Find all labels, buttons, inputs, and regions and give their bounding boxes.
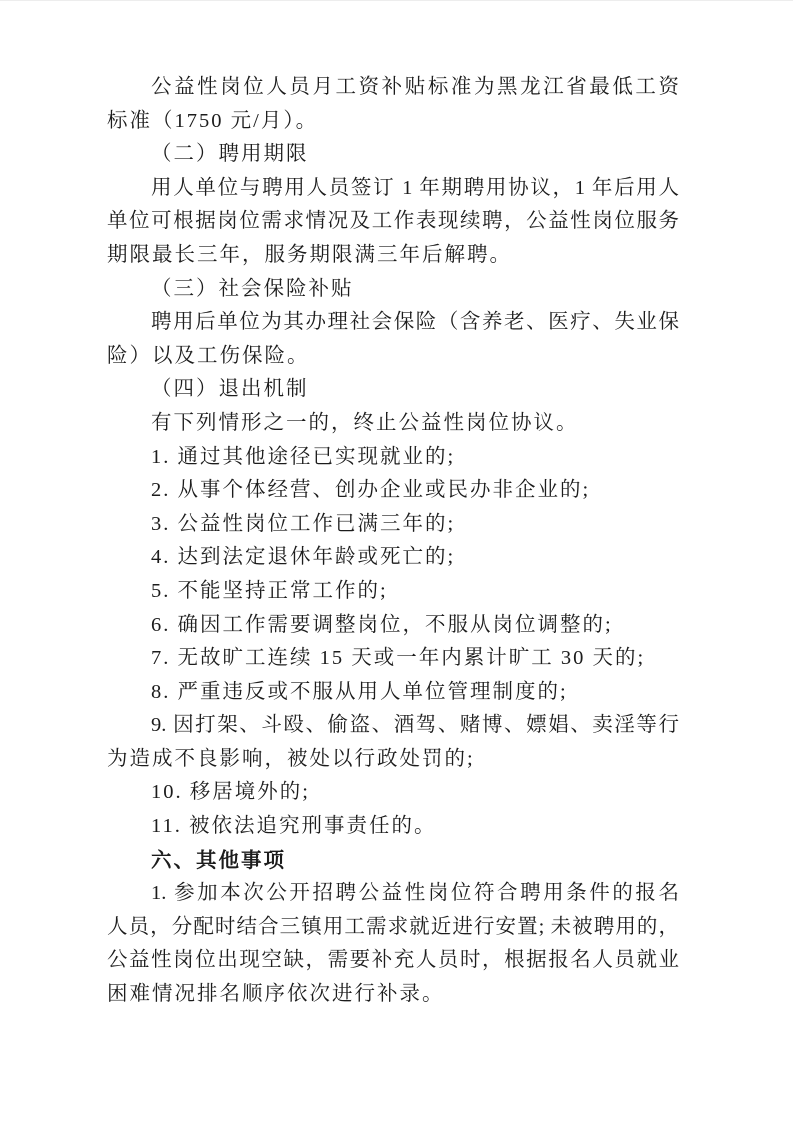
paragraph-line: 标准（1750 元/月）。 — [107, 109, 319, 132]
paragraph-line: 公益性岗位出现空缺，需要补充人员时，根据报名人员就业 — [107, 949, 679, 972]
list-item: 1. 通过其他途径已实现就业的; — [151, 445, 456, 468]
document-body — [107, 71, 679, 1012]
paragraph-line: 期限最长三年，服务期限满三年后解聘。 — [107, 243, 512, 266]
paragraph-line: 有下列情形之一的，终止公益性岗位协议。 — [151, 411, 579, 434]
list-item-continuation: 为造成不良影响，被处以行政处罚的; — [107, 747, 475, 770]
paragraph-line: 公益性岗位人员月工资补贴标准为黑龙江省最低工资 — [151, 76, 679, 98]
list-item: 8. 严重违反或不服从用人单位管理制度的; — [151, 680, 568, 703]
paragraph-line: 1. 参加本次公开招聘公益性岗位符合聘用条件的报名 — [151, 882, 679, 905]
section-heading: 六、其他事项 — [151, 848, 286, 872]
paragraph-line: 险）以及工伤保险。 — [107, 344, 310, 367]
paragraph-line: 单位可根据岗位需求情况及工作表现续聘，公益性岗位服务 — [107, 210, 679, 233]
paragraph-line: 聘用后单位为其办理社会保险（含养老、医疗、失业保 — [151, 311, 679, 334]
paragraph-line: 困难情况排名顺序依次进行补录。 — [107, 983, 445, 1006]
list-item: 7. 无故旷工连续 15 天或一年内累计旷工 30 天的; — [151, 647, 646, 670]
subsection-heading: （四）退出机制 — [151, 378, 309, 401]
list-item: 2. 从事个体经营、创办企业或民办非企业的; — [151, 479, 591, 502]
subsection-heading: （二）聘用期限 — [151, 143, 309, 166]
paragraph-line: 人员，分配时结合三镇用工需求就近进行安置; 未被聘用的， — [107, 915, 679, 938]
list-item: 11. 被依法追究刑事责任的。 — [151, 815, 437, 838]
list-item: 5. 不能坚持正常工作的; — [151, 579, 388, 602]
list-item: 10. 移居境外的; — [151, 781, 310, 804]
list-item: 3. 公益性岗位工作已满三年的; — [151, 512, 456, 535]
list-item: 6. 确因工作需要调整岗位，不服从岗位调整的; — [151, 613, 613, 636]
paragraph-line: 用人单位与聘用人员签订 1 年期聘用协议，1 年后用人 — [151, 176, 679, 199]
list-item: 9. 因打架、斗殴、偷盗、酒驾、赌博、嫖娼、卖淫等行 — [151, 714, 679, 737]
subsection-heading: （三）社会保险补贴 — [151, 277, 354, 300]
list-item: 4. 达到法定退休年龄或死亡的; — [151, 546, 456, 569]
